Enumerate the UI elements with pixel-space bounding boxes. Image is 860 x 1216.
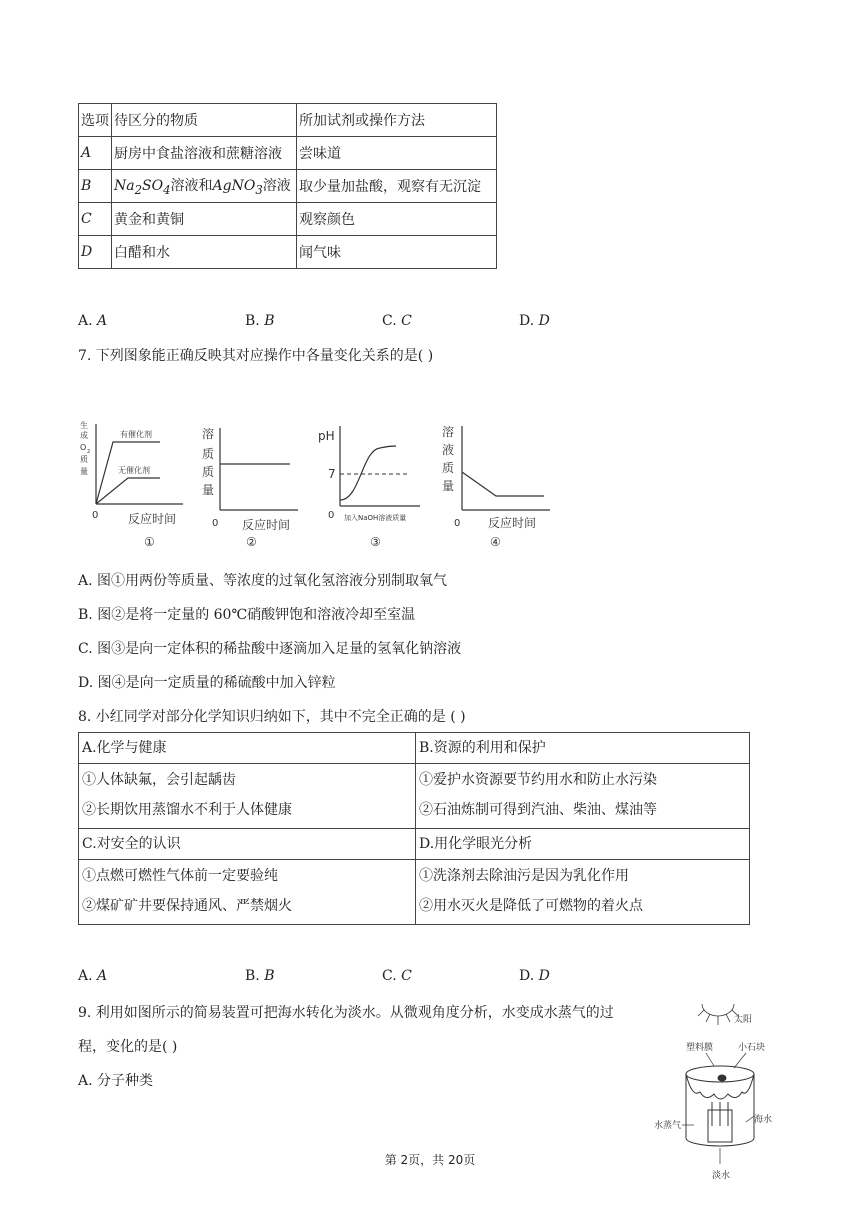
g3-xlabel: 加入NaOH溶液质量 bbox=[344, 514, 407, 522]
g4-curve bbox=[462, 472, 544, 496]
g1-ylabel-0: 生 bbox=[80, 421, 88, 430]
option-label: C. bbox=[382, 313, 402, 329]
table-row bbox=[79, 733, 750, 764]
q6-option-b[interactable] bbox=[245, 313, 275, 329]
cell-a-body bbox=[79, 764, 416, 829]
substance-cell: 黄金和黄铜 bbox=[112, 203, 297, 236]
g2-ylabel-2: 质 bbox=[202, 465, 215, 479]
q8-option-a[interactable] bbox=[78, 968, 107, 984]
sun-label: 太阳 bbox=[734, 1015, 753, 1025]
q7-option-b[interactable]: B. 图②是将一定量的 60℃硝酸钾饱和溶液冷却至室温 bbox=[78, 607, 416, 623]
g2-number: ② bbox=[246, 535, 257, 549]
option-label: C. bbox=[382, 968, 402, 984]
cell-a-line1: ①人体缺氟，会引起龋齿 bbox=[82, 772, 236, 788]
g4-ylabel-0: 溶 bbox=[442, 425, 455, 439]
cell-a-head: A.化学与健康 bbox=[79, 733, 416, 764]
q8-option-d[interactable] bbox=[519, 968, 550, 984]
formula-part: Na bbox=[114, 178, 135, 195]
g4-ylabel-1: 液 bbox=[442, 443, 455, 457]
formula-sub: 2 bbox=[134, 182, 143, 197]
g1-curve-b-label: 无催化剂 bbox=[118, 466, 150, 475]
g3-curve bbox=[340, 446, 396, 500]
q7-stem: 7. 下列图象能正确反映其对应操作中各量变化关系的是( ) bbox=[78, 348, 434, 364]
option-label: D. bbox=[519, 313, 539, 329]
g1-ylabel-1: 成 bbox=[80, 431, 88, 440]
cell-b-body bbox=[416, 764, 750, 829]
g2-ylabel-1: 质 bbox=[202, 447, 215, 461]
q7-option-a[interactable]: A. 图①用两份等质量、等浓度的过氧化氢溶液分别制取氧气 bbox=[78, 573, 448, 589]
g2-ylabel-3: 量 bbox=[202, 483, 215, 497]
cell-b-head: B.资源的利用和保护 bbox=[416, 733, 750, 764]
q9-stem-line2: 程，变化的是( ) bbox=[78, 1039, 178, 1055]
q7-option-c[interactable]: C. 图③是向一定体积的稀盐酸中逐滴加入足量的氢氧化钠溶液 bbox=[78, 641, 462, 657]
option-cell: B bbox=[79, 170, 112, 203]
option-value: D bbox=[538, 968, 550, 984]
option-cell: D bbox=[79, 236, 112, 269]
method-cell: 尝味道 bbox=[297, 137, 497, 170]
substance-cell: 白醋和水 bbox=[112, 236, 297, 269]
q9-stem-line1: 9. 利用如图所示的简易装置可把海水转化为淡水。从微观角度分析，水变成水蒸气的过 bbox=[78, 1005, 614, 1021]
substance-cell bbox=[112, 170, 297, 203]
g1-origin: 0 bbox=[92, 510, 99, 521]
g1-ylabel-4: 量 bbox=[80, 467, 88, 476]
g1-ylabel-3: 质 bbox=[80, 455, 88, 464]
substance-cell: 厨房中食盐溶液和蔗糖溶液 bbox=[112, 137, 297, 170]
still-container bbox=[686, 1066, 754, 1146]
cell-c-head: C.对安全的认识 bbox=[79, 829, 416, 860]
film-label: 塑料膜 bbox=[686, 1043, 714, 1053]
g2-origin: 0 bbox=[212, 518, 219, 529]
formula-part: AgNO bbox=[212, 178, 256, 195]
graph-3 bbox=[318, 426, 420, 549]
option-value: B bbox=[264, 313, 275, 329]
option-value: B bbox=[264, 968, 275, 984]
vapor-label: 水蒸气 bbox=[654, 1121, 682, 1131]
table-row bbox=[79, 829, 750, 860]
method-cell: 闻气味 bbox=[297, 236, 497, 269]
header-cell: 所加试剂或操作方法 bbox=[297, 104, 497, 137]
g4-ylabel-3: 量 bbox=[442, 479, 455, 493]
option-value: A bbox=[97, 968, 108, 984]
option-cell: A bbox=[79, 137, 112, 170]
table-row bbox=[79, 137, 497, 170]
option-label: B. bbox=[245, 968, 265, 984]
g3-number: ③ bbox=[370, 535, 381, 549]
g1-xlabel: 反应时间 bbox=[128, 512, 177, 526]
option-label: D. bbox=[519, 968, 539, 984]
g4-number: ④ bbox=[490, 535, 501, 549]
q9-option-a[interactable]: A. 分子种类 bbox=[78, 1073, 154, 1089]
text-part: 溶液 bbox=[262, 178, 291, 195]
g3-origin: 0 bbox=[328, 510, 335, 521]
page-footer: 第 2页，共 20页 bbox=[384, 1153, 476, 1167]
option-value: A bbox=[97, 313, 108, 329]
cell-c-body bbox=[79, 860, 416, 925]
graph-2 bbox=[202, 426, 298, 549]
q6-option-d[interactable] bbox=[519, 313, 550, 329]
q8-option-c[interactable] bbox=[382, 968, 412, 984]
cell-b-line1: ①爱护水资源要节约用水和防止水污染 bbox=[419, 772, 657, 788]
g1-number: ① bbox=[144, 535, 155, 549]
q8-option-b[interactable] bbox=[245, 968, 275, 984]
cell-c-line2: ②煤矿矿井要保持通风、严禁烟火 bbox=[82, 898, 292, 914]
g4-xlabel: 反应时间 bbox=[488, 516, 537, 530]
table-row bbox=[79, 860, 750, 925]
table-row bbox=[79, 104, 497, 137]
option-value: C bbox=[401, 313, 412, 329]
option-label: A. bbox=[78, 313, 98, 329]
q8-table bbox=[78, 732, 750, 925]
stone-label: 小石块 bbox=[738, 1043, 766, 1053]
option-label: B. bbox=[245, 313, 265, 329]
table-row bbox=[79, 170, 497, 203]
cell-d-line2: ②用水灭火是降低了可燃物的着火点 bbox=[419, 898, 643, 914]
q6-option-c[interactable] bbox=[382, 313, 412, 329]
cell-d-head: D.用化学眼光分析 bbox=[416, 829, 750, 860]
fresh-label: 淡水 bbox=[712, 1171, 731, 1181]
table-row bbox=[79, 203, 497, 236]
g3-ylabel: pH bbox=[318, 429, 335, 443]
q8-stem: 8. 小红同学对部分化学知识归纳如下，其中不完全正确的是 ( ) bbox=[78, 709, 466, 725]
table-row bbox=[79, 764, 750, 829]
cell-d-line1: ①洗涤剂去除油污是因为乳化作用 bbox=[419, 868, 629, 884]
formula-sub: 3 bbox=[255, 182, 263, 197]
cell-d-body bbox=[416, 860, 750, 925]
option-value: C bbox=[401, 968, 412, 984]
q7-option-d[interactable]: D. 图④是向一定质量的稀硫酸中加入锌粒 bbox=[78, 675, 336, 691]
formula-part: SO bbox=[142, 178, 164, 195]
text-part: 溶液和 bbox=[170, 178, 213, 195]
g1-curve-no-catalyst bbox=[96, 478, 160, 504]
method-cell: 观察颜色 bbox=[297, 203, 497, 236]
sun-icon bbox=[698, 1004, 738, 1025]
header-cell: 待区分的物质 bbox=[112, 104, 297, 137]
g4-ylabel-2: 质 bbox=[442, 461, 455, 475]
option-cell: C bbox=[79, 203, 112, 236]
film-pointer bbox=[706, 1053, 714, 1066]
q6-table bbox=[78, 103, 497, 269]
cell-c-line1: ①点燃可燃性气体前一定要验纯 bbox=[82, 868, 278, 884]
cell-b-line2: ②石油炼制可得到汽油、柴油、煤油等 bbox=[419, 802, 657, 818]
g1-curve-a-label: 有催化剂 bbox=[120, 430, 152, 439]
g2-ylabel-0: 溶 bbox=[202, 427, 215, 441]
g1-ylabel-2: O bbox=[80, 443, 87, 452]
option-label: A. bbox=[78, 968, 98, 984]
sea-label: 海水 bbox=[754, 1115, 773, 1125]
g3-tick-7: 7 bbox=[328, 467, 336, 481]
method-cell: 取少量加盐酸，观察有无沉淀 bbox=[297, 170, 497, 203]
g2-xlabel: 反应时间 bbox=[242, 518, 291, 532]
graph-4 bbox=[442, 424, 550, 549]
cell-a-line2: ②长期饮用蒸馏水不利于人体健康 bbox=[82, 802, 292, 818]
header-cell: 选项 bbox=[79, 104, 112, 137]
graph-1 bbox=[80, 420, 183, 549]
stone-pointer bbox=[734, 1053, 746, 1068]
g4-origin: 0 bbox=[454, 518, 461, 529]
g1-ylabel-sub: 2 bbox=[87, 449, 91, 455]
q6-option-a[interactable] bbox=[78, 313, 107, 329]
table-row bbox=[79, 236, 497, 269]
sea-pointer bbox=[746, 1116, 754, 1122]
formula-sub: 4 bbox=[163, 182, 171, 197]
option-value: D bbox=[538, 313, 550, 329]
q7-graphs bbox=[78, 420, 558, 555]
